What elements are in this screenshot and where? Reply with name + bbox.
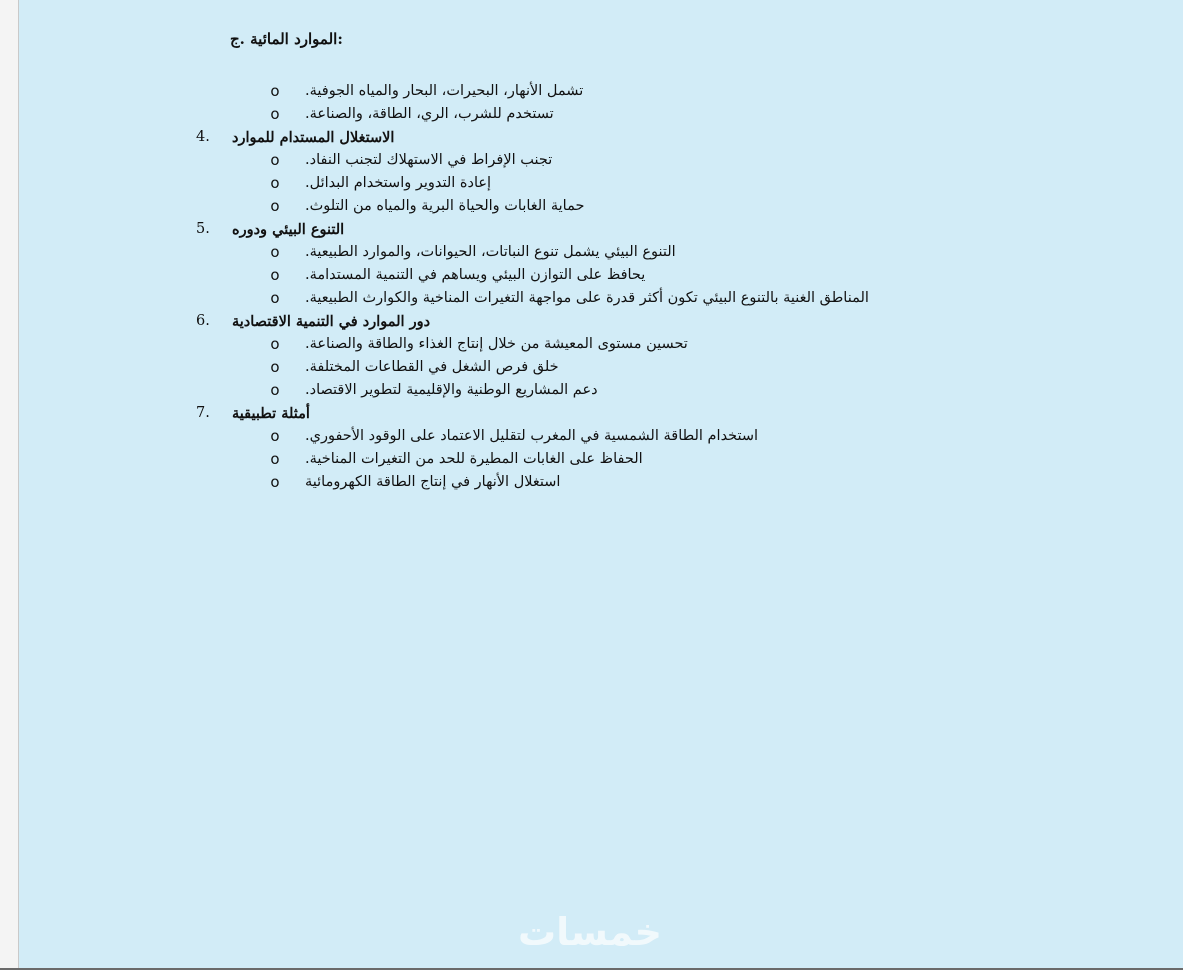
bullet-marker: o (270, 358, 280, 376)
bullet-marker: o (270, 197, 280, 215)
bullet-marker: o (270, 174, 280, 192)
list-item-text: استخدام الطاقة الشمسية في المغرب لتقليل الاعتماد على الوقود الأحفوري. (305, 428, 759, 444)
list-item-text: إعادة التدوير واستخدام البدائل. (305, 175, 492, 191)
list-item-text: يحافظ على التوازن البيئي ويساهم في التنمية المستدامة. (305, 267, 646, 283)
bullet-marker: o (270, 266, 280, 284)
section-number: 4. (196, 129, 210, 145)
section-heading: الاستغلال المستدام للموارد (232, 129, 395, 146)
section-heading: أمثلة تطبيقية (232, 405, 310, 422)
list-item-text: حماية الغابات والحياة البرية والمياه من التلوث. (305, 198, 585, 214)
section-number: 5. (196, 221, 210, 237)
section-heading: التنوع البيئي ودوره (232, 221, 345, 238)
bullet-marker: o (270, 105, 280, 123)
section-number: 6. (196, 313, 210, 329)
list-item-text: تستخدم للشرب، الري، الطاقة، والصناعة. (305, 106, 554, 122)
list-item-text: تشمل الأنهار، البحيرات، البحار والمياه الجوفية. (305, 83, 584, 99)
bullet-marker: o (270, 473, 280, 491)
bullet-marker: o (270, 82, 280, 100)
list-item-text: تحسين مستوى المعيشة من خلال إنتاج الغذاء والطاقة والصناعة. (305, 336, 688, 352)
bullet-marker: o (270, 289, 280, 307)
bullet-marker: o (270, 427, 280, 445)
left-margin-strip (0, 0, 19, 968)
list-item-text: استغلال الأنهار في إنتاج الطاقة الكهرومائية (305, 474, 561, 490)
bullet-marker: o (270, 151, 280, 169)
list-item-text: خلق فرص الشغل في القطاعات المختلفة. (305, 359, 559, 375)
bullet-marker: o (270, 335, 280, 353)
bullet-marker: o (270, 381, 280, 399)
section-number: 7. (196, 405, 210, 421)
list-item-text: التنوع البيئي يشمل تنوع النباتات، الحيوانات، والموارد الطبيعية. (305, 244, 676, 260)
list-item-text: تجنب الإفراط في الاستهلاك لتجنب النفاد. (305, 152, 553, 168)
list-item-text: الحفاظ على الغابات المطيرة للحد من التغيرات المناخية. (305, 451, 643, 467)
bullet-marker: o (270, 243, 280, 261)
section-heading: دور الموارد في التنمية الاقتصادية (232, 313, 431, 330)
list-item-text: المناطق الغنية بالتنوع البيئي تكون أكثر قدرة على مواجهة التغيرات المناخية والكوارث الطبيعية. (305, 290, 869, 306)
watermark-logo: خمسات (518, 910, 662, 954)
bullet-marker: o (270, 450, 280, 468)
list-item-text: دعم المشاريع الوطنية والإقليمية لتطوير الاقتصاد. (305, 382, 598, 398)
section-c-heading: الموارد المائية .ج: (230, 30, 343, 48)
